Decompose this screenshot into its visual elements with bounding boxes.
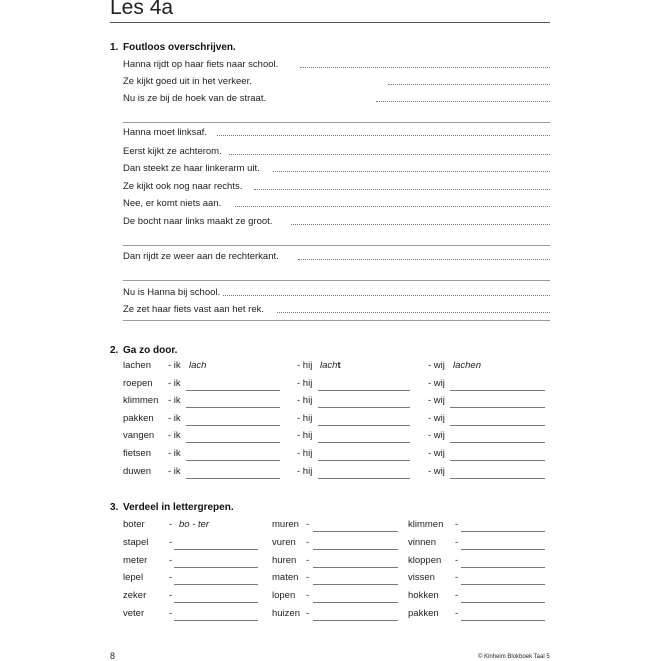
split-dash: - <box>306 590 310 601</box>
ik-answer-line[interactable] <box>186 442 280 443</box>
split-answer-line[interactable] <box>313 567 398 568</box>
page-number: 8 <box>110 651 116 661</box>
hij-label: - hij <box>297 360 313 371</box>
answer-line[interactable] <box>223 295 550 296</box>
ik-answer-line[interactable] <box>186 478 280 479</box>
exercise-2-title: Ga zo door. <box>123 345 178 356</box>
sentence-text: Hanna rijdt op haar fiets naar school. <box>123 59 279 70</box>
split-dash: - <box>455 537 459 548</box>
exercise-2-heading <box>110 345 177 356</box>
split-dash: - <box>169 537 173 548</box>
answer-line[interactable] <box>277 312 550 313</box>
split-answer-line[interactable] <box>461 620 545 621</box>
hij-answer-line[interactable] <box>318 407 410 408</box>
ik-label: - ik <box>168 448 181 459</box>
split-dash: - <box>169 555 173 566</box>
hij-label: - hij <box>297 448 313 459</box>
title-divider <box>110 22 550 23</box>
wij-answer-line[interactable] <box>450 390 545 391</box>
exercise-2-number: 2. <box>110 345 119 356</box>
split-word: vissen <box>408 572 435 583</box>
wij-label: - wij <box>428 360 445 371</box>
answer-line[interactable] <box>273 171 550 172</box>
copy-row <box>123 126 550 140</box>
exercise-1-heading <box>110 42 236 53</box>
answer-line[interactable] <box>376 101 550 102</box>
split-word: meter <box>123 555 148 566</box>
split-answer-line[interactable] <box>461 549 545 550</box>
verb-infinitive: roepen <box>123 378 153 389</box>
verb-infinitive: vangen <box>123 430 155 441</box>
hij-answer-line[interactable] <box>318 478 410 479</box>
split-word: huizen <box>272 608 300 619</box>
wij-label: - wij <box>428 466 445 477</box>
split-dash: - <box>306 555 310 566</box>
sentence-text: Dan rijdt ze weer aan de rechterkant. <box>123 251 279 262</box>
sentence-text: Ze kijkt goed uit in het verkeer. <box>123 76 252 87</box>
answer-line[interactable] <box>388 84 550 85</box>
ik-answer-line[interactable] <box>186 390 280 391</box>
answer-line[interactable] <box>298 259 550 260</box>
hij-answer-line[interactable] <box>318 390 410 391</box>
wij-label: - wij <box>428 378 445 389</box>
ik-label: - ik <box>168 360 181 371</box>
split-answer-line[interactable] <box>313 602 398 603</box>
split-dash: - <box>455 608 459 619</box>
ik-label: - ik <box>168 430 181 441</box>
hij-answer-line[interactable] <box>318 425 410 426</box>
sentence-text: Hanna moet linksaf. <box>123 127 207 138</box>
split-word: klimmen <box>408 519 444 530</box>
split-word: hokken <box>408 590 439 601</box>
page-title: Les 4a <box>110 0 174 19</box>
split-answer-line[interactable] <box>174 620 258 621</box>
split-dash: - <box>169 608 173 619</box>
sentence-text: Nu is ze bij de hoek van de straat. <box>123 93 267 104</box>
split-dash: - <box>169 590 173 601</box>
split-word: vinnen <box>408 537 436 548</box>
wij-answer-line[interactable] <box>450 407 545 408</box>
split-dash: - <box>306 572 310 583</box>
split-dash: - <box>455 555 459 566</box>
hij-label: - hij <box>297 430 313 441</box>
split-word: huren <box>272 555 297 566</box>
sentence-text: De bocht naar links maakt ze groot. <box>123 216 273 227</box>
split-word: veter <box>123 608 145 619</box>
answer-line[interactable] <box>254 189 550 190</box>
verb-infinitive: lachen <box>123 360 151 371</box>
split-dash: - <box>306 537 310 548</box>
ik-answer-line[interactable] <box>186 425 280 426</box>
split-dash: - <box>455 590 459 601</box>
wij-answer-line[interactable] <box>450 460 545 461</box>
sentence-text: Nu is Hanna bij school. <box>123 287 221 298</box>
answer-line-full[interactable] <box>123 280 550 281</box>
split-answer-line[interactable] <box>174 549 258 550</box>
hij-label: - hij <box>297 466 313 477</box>
hij-answer-line[interactable] <box>318 460 410 461</box>
wij-answer-line[interactable] <box>450 442 545 443</box>
answer-line-full[interactable] <box>123 320 550 321</box>
split-answer-line[interactable] <box>174 567 258 568</box>
split-word: vuren <box>272 537 296 548</box>
copy-row <box>123 75 550 89</box>
exercise-3-title: Verdeel in lettergrepen. <box>123 502 234 513</box>
exercise-1-number: 1. <box>110 42 119 53</box>
copyright-notice: © Kinheim Blokboek Taal 5 <box>478 654 550 660</box>
split-answer-line[interactable] <box>461 584 545 585</box>
verb-infinitive: fietsen <box>123 448 151 459</box>
ik-label: - ik <box>168 378 181 389</box>
answer-line[interactable] <box>229 154 550 155</box>
verb-infinitive: duwen <box>123 466 151 477</box>
split-answer-line[interactable] <box>313 584 398 585</box>
split-answer-line[interactable] <box>313 620 398 621</box>
sentence-text: Eerst kijkt ze achterom. <box>123 146 222 157</box>
split-dash: - <box>169 572 173 583</box>
copy-row <box>123 250 550 264</box>
ik-label: - ik <box>168 413 181 424</box>
split-dash: - <box>169 519 173 530</box>
split-word: lepel <box>123 572 144 583</box>
hij-label: - hij <box>297 378 313 389</box>
split-word: pakken <box>408 608 439 619</box>
answer-line[interactable] <box>291 224 550 225</box>
wij-example-answer: lachen <box>453 360 481 371</box>
ik-answer-line[interactable] <box>186 460 280 461</box>
wij-label: - wij <box>428 430 445 441</box>
exercise-1-title: Foutloos overschrijven. <box>123 42 236 53</box>
hij-answer-line[interactable] <box>318 442 410 443</box>
answer-line[interactable] <box>300 67 550 68</box>
wij-label: - wij <box>428 448 445 459</box>
hij-label: - hij <box>297 395 313 406</box>
split-answer-line[interactable] <box>174 584 258 585</box>
exercise-3-number: 3. <box>110 502 119 513</box>
split-word: lopen <box>272 590 296 601</box>
copy-row <box>123 180 550 194</box>
split-word: muren <box>272 519 299 530</box>
copy-row <box>123 197 550 211</box>
verb-infinitive: pakken <box>123 413 154 424</box>
split-dash: - <box>306 519 310 530</box>
split-word: stapel <box>123 537 149 548</box>
split-word: kloppen <box>408 555 442 566</box>
verb-infinitive: klimmen <box>123 395 159 406</box>
split-word: boter <box>123 519 145 530</box>
split-dash: - <box>455 519 459 530</box>
sentence-text: Ze zet haar fiets vast aan het rek. <box>123 304 264 315</box>
split-answer-line[interactable] <box>313 531 398 532</box>
copy-row <box>123 303 550 317</box>
split-word: maten <box>272 572 299 583</box>
answer-line-full[interactable] <box>123 245 550 246</box>
answer-line[interactable] <box>235 206 550 207</box>
wij-label: - wij <box>428 395 445 406</box>
split-answer-line[interactable] <box>461 531 545 532</box>
ik-label: - ik <box>168 466 181 477</box>
copy-row <box>123 162 550 176</box>
split-answer-line[interactable] <box>461 602 545 603</box>
split-word: zeker <box>123 590 147 601</box>
hij-label: - hij <box>297 413 313 424</box>
hij-example-stem: lach <box>320 360 338 371</box>
answer-line[interactable] <box>217 135 550 136</box>
hij-example-answer <box>320 360 341 371</box>
wij-answer-line[interactable] <box>450 478 545 479</box>
wij-label: - wij <box>428 413 445 424</box>
split-answer-line[interactable] <box>461 567 545 568</box>
split-dash: - <box>306 608 310 619</box>
copy-row <box>123 58 550 72</box>
ik-label: - ik <box>168 395 181 406</box>
wij-answer-line[interactable] <box>450 425 545 426</box>
hij-example-ending: t <box>337 360 341 371</box>
ik-answer-line[interactable] <box>186 407 280 408</box>
copy-row <box>123 92 550 106</box>
copy-row <box>123 215 550 229</box>
answer-line-full[interactable] <box>123 122 550 123</box>
sentence-text: Nee, er komt niets aan. <box>123 198 222 209</box>
exercise-3-heading <box>110 502 234 513</box>
ik-example-answer: lach <box>189 360 207 371</box>
sentence-text: Ze kijkt ook nog naar rechts. <box>123 181 243 192</box>
sentence-text: Dan steekt ze haar linkerarm uit. <box>123 163 260 174</box>
split-answer-line[interactable] <box>313 549 398 550</box>
copy-row <box>123 286 550 300</box>
split-dash: - <box>455 572 459 583</box>
copy-row <box>123 145 550 159</box>
split-example-answer: bo - ter <box>179 519 210 530</box>
split-answer-line[interactable] <box>174 602 258 603</box>
